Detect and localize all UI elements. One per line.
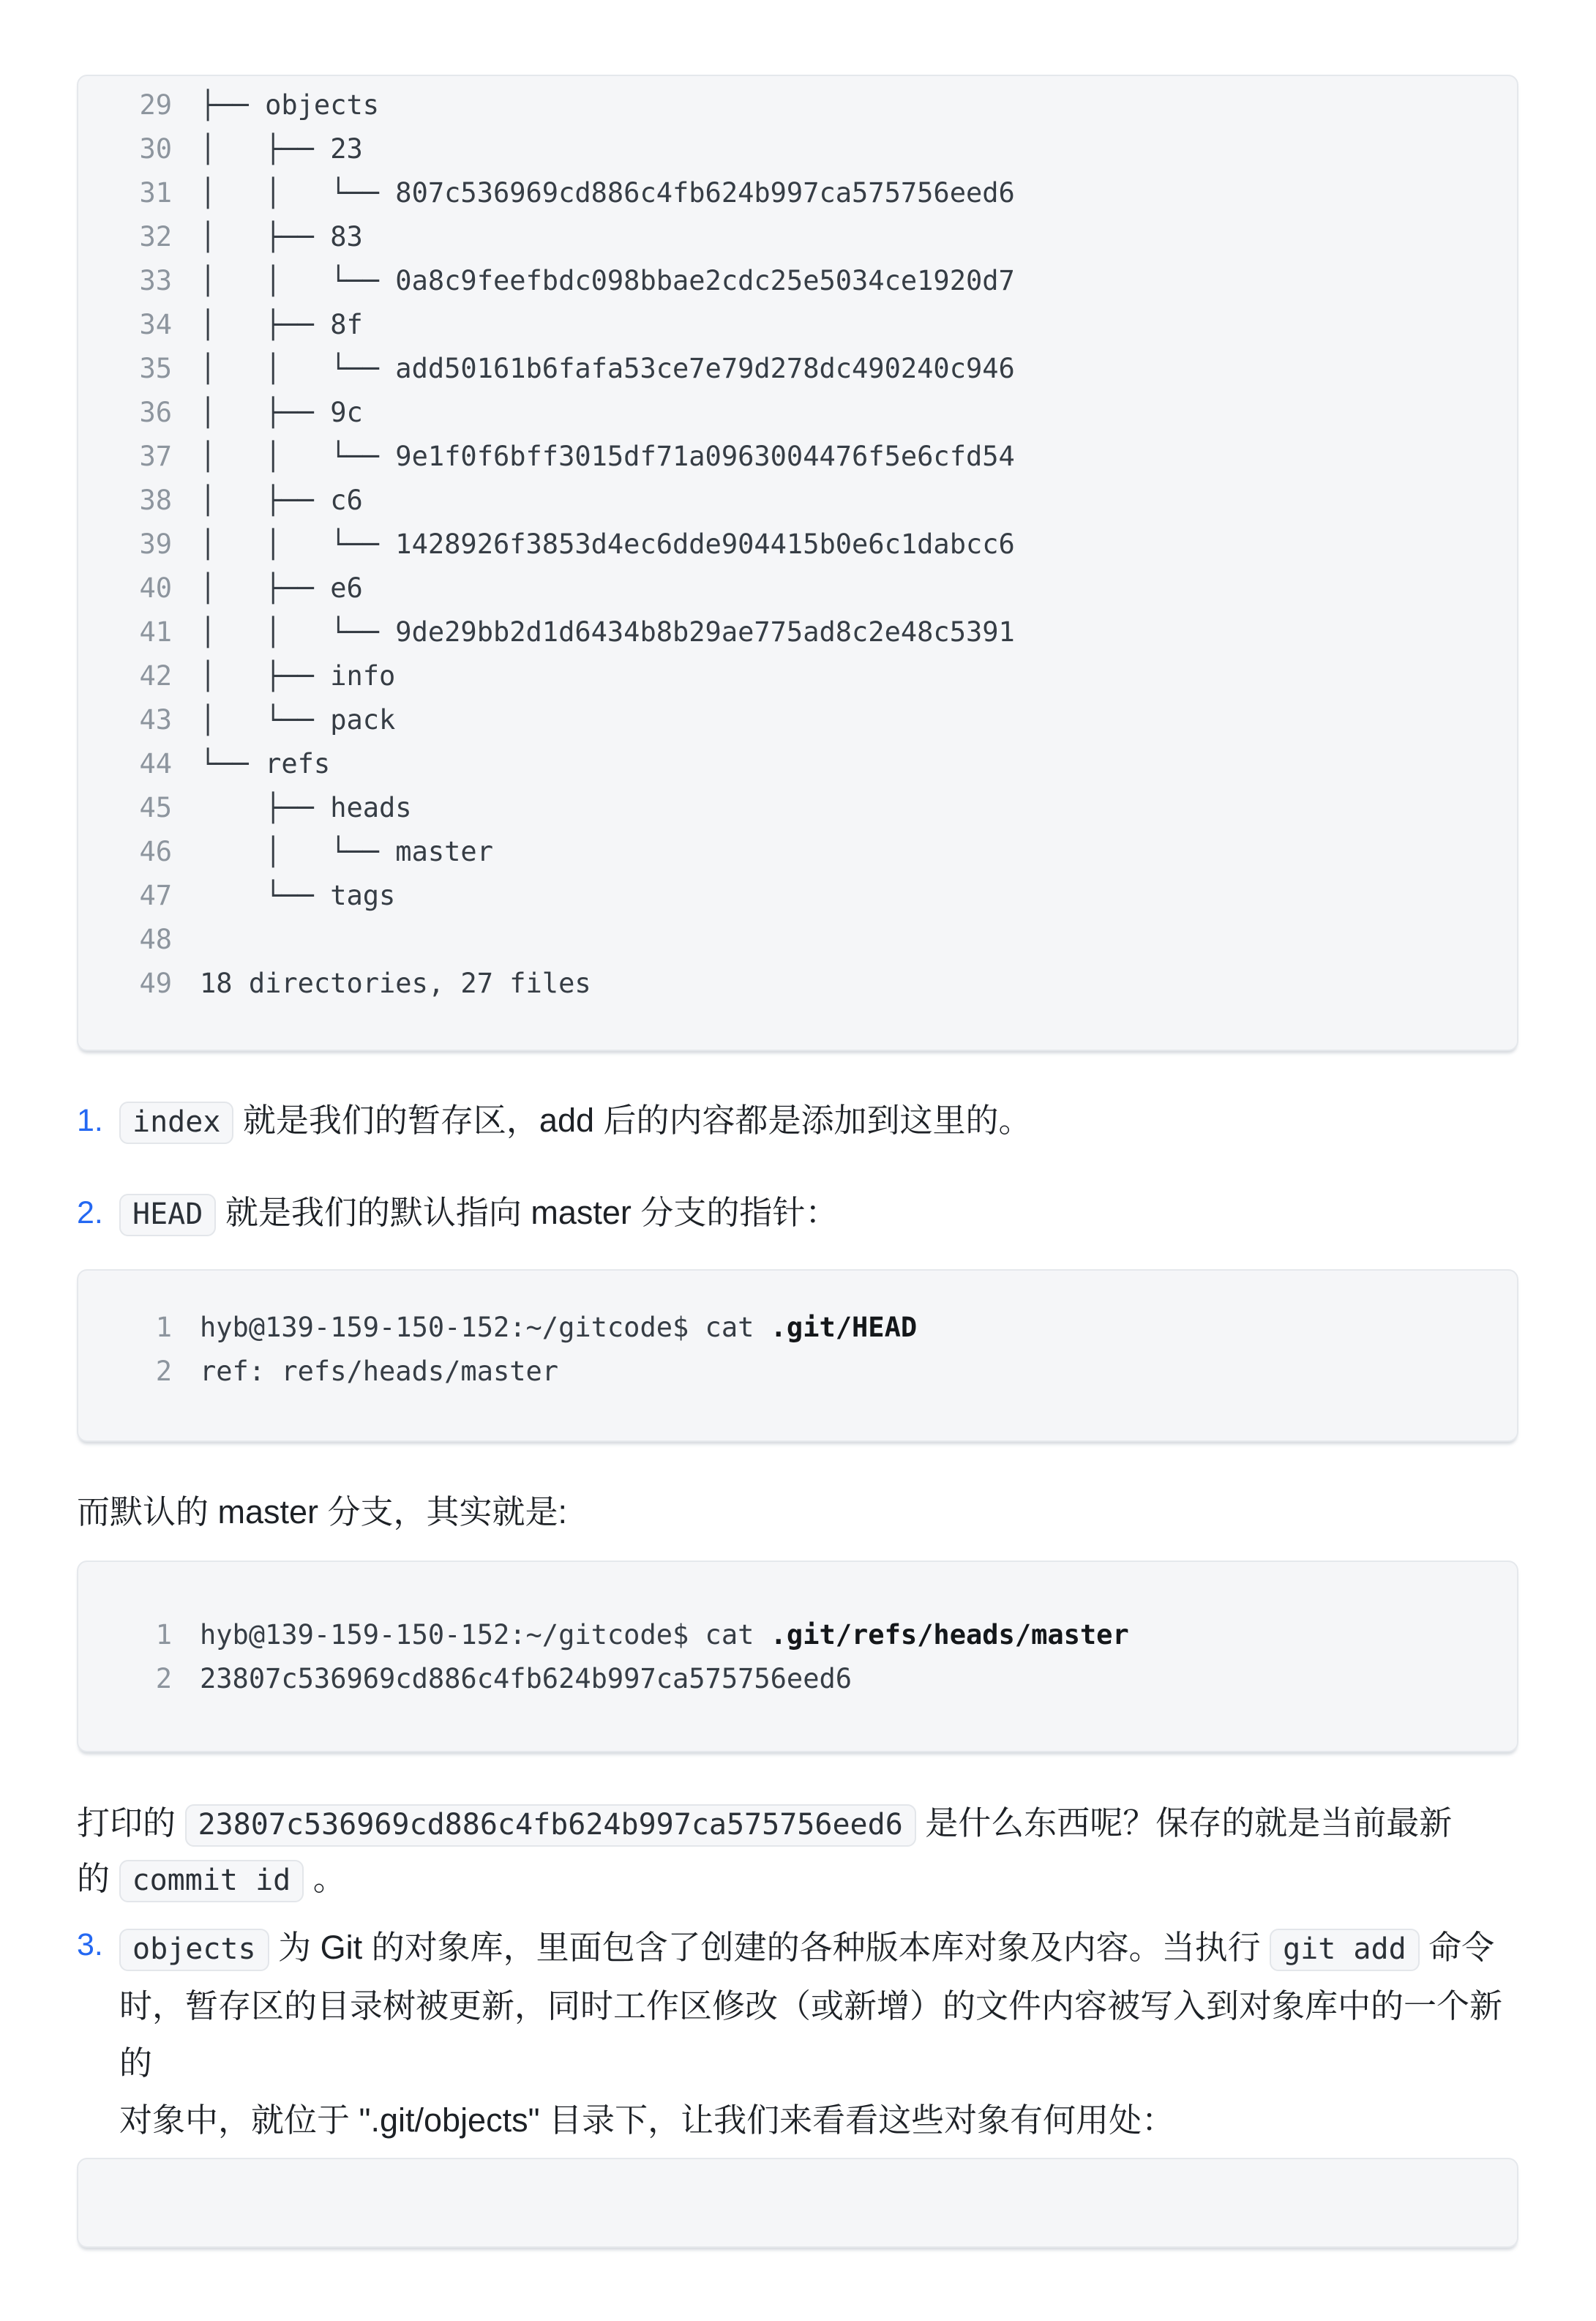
code-line xyxy=(78,610,1517,654)
line-number: 49 xyxy=(139,968,172,999)
code-line-text: ├── heads xyxy=(200,792,412,823)
code-line xyxy=(78,215,1517,259)
code-line-text: │ └── pack xyxy=(200,704,396,736)
code-line xyxy=(78,171,1517,215)
code-line-text: │ ├── 9c xyxy=(200,397,363,428)
code-line-text xyxy=(200,1613,1517,1657)
paragraph-text: 是什么东西呢？保存的就是当前最新 xyxy=(915,1804,1453,1842)
code-line xyxy=(78,918,1517,962)
list-marker: 2. xyxy=(77,1195,103,1230)
code-line xyxy=(78,742,1517,786)
list-item-text: 为 Git 的对象库，里面包含了创建的各种版本库对象及内容。当执行 xyxy=(269,1929,1270,1966)
line-number: 41 xyxy=(139,616,172,648)
line-number: 33 xyxy=(139,265,172,296)
line-number: 47 xyxy=(139,880,172,911)
list-item-text: 就是我们的默认指向 master 分支的指针： xyxy=(216,1194,839,1231)
code-line xyxy=(78,83,1517,127)
paragraph-text: 。 xyxy=(304,1860,346,1897)
list-item-text: 就是我们的暂存区，add 后的内容都是添加到这里的。 xyxy=(233,1102,1032,1139)
line-number: 1 xyxy=(155,1619,172,1651)
list-item-text: 命令 xyxy=(1419,1929,1495,1966)
code-line-text: └── tags xyxy=(200,880,396,911)
code-line-text xyxy=(200,1306,1517,1350)
line-number: 39 xyxy=(139,528,172,560)
ordered-list-item-1 xyxy=(77,1095,1518,1148)
code-line xyxy=(78,567,1517,610)
line-number: 30 xyxy=(139,133,172,165)
code-line xyxy=(78,391,1517,435)
code-line-text xyxy=(200,1657,1517,1701)
code-line-text: │ │ └── 1428926f3853d4ec6dde904415b0e6c1dabcc6 xyxy=(200,528,1015,560)
code-line-text: ├── objects xyxy=(200,89,380,121)
command-arg-bold: .git/refs/heads/master xyxy=(770,1619,1129,1651)
code-line-text: │ ├── c6 xyxy=(200,485,363,516)
code-line xyxy=(78,303,1517,347)
code-line-text: │ └── master xyxy=(200,836,493,867)
ordered-list-item-2 xyxy=(77,1187,1518,1240)
code-line-text: │ │ └── add50161b6fafa53ce7e79d278dc490240c946 xyxy=(200,353,1015,384)
code-line xyxy=(78,874,1517,918)
command-text: ref: refs/heads/master xyxy=(200,1356,559,1387)
inline-code-commit-id: commit id xyxy=(119,1860,304,1902)
list-marker: 3. xyxy=(77,1927,103,1962)
code-line xyxy=(78,786,1517,830)
line-number: 35 xyxy=(139,353,172,384)
line-number: 37 xyxy=(139,441,172,472)
inline-code-commit-hash: 23807c536969cd886c4fb624b997ca575756eed6 xyxy=(185,1804,916,1847)
code-line xyxy=(78,830,1517,874)
command-text: 23807c536969cd886c4fb624b997ca575756eed6 xyxy=(200,1663,853,1694)
command-text: hyb@139-159-150-152:~/gitcode$ cat xyxy=(200,1619,771,1651)
line-number: 34 xyxy=(139,309,172,340)
code-line-text: │ │ └── 807c536969cd886c4fb624b997ca575756eed6 xyxy=(200,177,1015,209)
code-line xyxy=(78,523,1517,567)
code-line xyxy=(78,259,1517,303)
list-item-content xyxy=(119,1095,1518,1148)
code-line xyxy=(78,479,1517,523)
inline-code-head: HEAD xyxy=(119,1194,216,1236)
line-number: 2 xyxy=(155,1663,172,1694)
line-number: 40 xyxy=(139,572,172,604)
line-number: 42 xyxy=(139,660,172,692)
code-line xyxy=(78,698,1517,742)
code-line-text: │ ├── 23 xyxy=(200,133,363,165)
line-number: 2 xyxy=(155,1356,172,1387)
paragraph-commit-hash xyxy=(77,1796,1518,1907)
code-line-text: │ ├── 8f xyxy=(200,309,363,340)
code-line-text xyxy=(200,1350,1517,1394)
line-number: 32 xyxy=(139,221,172,253)
git-tree-code-block xyxy=(77,75,1518,1051)
code-line-text: 18 directories, 27 files xyxy=(200,968,591,999)
code-line xyxy=(78,1306,1517,1350)
command-text: hyb@139-159-150-152:~/gitcode$ cat xyxy=(200,1312,771,1343)
list-marker: 1. xyxy=(77,1103,103,1138)
code-line xyxy=(78,1613,1517,1657)
code-line xyxy=(78,435,1517,479)
paragraph-text: 的 xyxy=(77,1860,119,1897)
line-number: 1 xyxy=(155,1312,172,1343)
code-line-text: │ ├── info xyxy=(200,660,396,692)
code-line xyxy=(78,1350,1517,1394)
line-number: 38 xyxy=(139,485,172,516)
code-line-text: │ │ └── 9de29bb2d1d6434b8b29ae775ad8c2e48c5391 xyxy=(200,616,1015,648)
command-arg-bold: .git/HEAD xyxy=(770,1312,918,1343)
code-line-text: │ ├── 83 xyxy=(200,221,363,253)
line-number: 44 xyxy=(139,748,172,780)
code-line xyxy=(78,1657,1517,1701)
list-item-text: 对象中，就位于 ".git/objects" 目录下，让我们来看看这些对象有何用处： xyxy=(119,2101,1175,2139)
ordered-list-item-3 xyxy=(77,1919,1518,2149)
code-line-text xyxy=(200,918,1517,962)
paragraph-master: 而默认的 master 分支，其实就是: xyxy=(77,1493,568,1530)
empty-code-block xyxy=(77,2158,1518,2248)
line-number: 45 xyxy=(139,792,172,823)
line-number: 46 xyxy=(139,836,172,867)
line-number: 31 xyxy=(139,177,172,209)
list-item-content xyxy=(119,1187,1518,1240)
inline-code-objects: objects xyxy=(119,1929,269,1971)
list-item-text: 时，暂存区的目录树被更新，同时工作区修改（或新增）的文件内容被写入到对象库中的一个新的 xyxy=(119,1987,1503,2082)
code-line-text: │ │ └── 0a8c9feefbdc098bbae2cdc25e5034ce1920d7 xyxy=(200,265,1015,296)
terminal-master-code-block xyxy=(77,1561,1518,1752)
code-line-text: │ │ └── 9e1f0f6bff3015df71a0963004476f5e6cfd54 xyxy=(200,441,1015,472)
line-number: 29 xyxy=(139,89,172,121)
inline-code-index: index xyxy=(119,1102,233,1144)
inline-code-git-add: git add xyxy=(1270,1929,1420,1971)
list-item-content xyxy=(119,1919,1518,2149)
code-line-text: │ ├── e6 xyxy=(200,572,363,604)
paragraph-text: 打印的 xyxy=(77,1804,185,1842)
line-number: 48 xyxy=(139,924,172,955)
line-number: 43 xyxy=(139,704,172,736)
code-line-text: └── refs xyxy=(200,748,331,780)
terminal-head-code-block xyxy=(77,1269,1518,1442)
code-line xyxy=(78,654,1517,698)
line-number: 36 xyxy=(139,397,172,428)
code-line xyxy=(78,127,1517,171)
code-line xyxy=(78,962,1517,1006)
code-line xyxy=(78,347,1517,391)
